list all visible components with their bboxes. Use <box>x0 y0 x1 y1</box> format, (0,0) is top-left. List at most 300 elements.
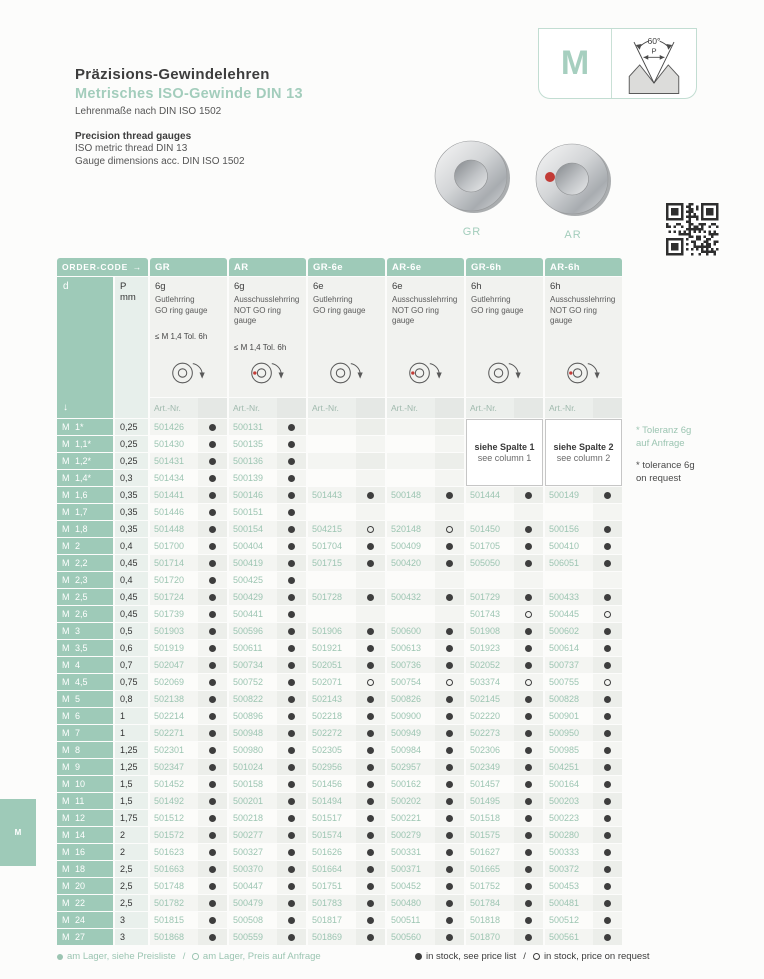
artnr-label: Art.-Nr. <box>391 403 418 413</box>
artnr-cell <box>466 776 543 792</box>
size-prefix: M <box>62 694 70 704</box>
artnr-cell <box>308 640 385 656</box>
stock-filled-dot <box>604 526 611 533</box>
artnr-value: 500613 <box>391 643 422 653</box>
pitch-value: 0,35 <box>120 490 138 500</box>
size-cell <box>57 895 113 911</box>
tolerance-note-de-1: * Toleranz 6g <box>636 425 692 436</box>
artnr-value: 500149 <box>549 490 580 500</box>
stock-cell <box>514 810 543 826</box>
artnr-cell <box>308 827 385 843</box>
stock-filled-dot <box>446 900 453 907</box>
stock-cell <box>435 861 464 877</box>
artnr-cell <box>387 793 464 809</box>
pitch-cell <box>115 708 148 724</box>
artnr-value: 500148 <box>391 490 422 500</box>
stock-cell <box>435 657 464 673</box>
stock-cell <box>356 861 385 877</box>
stock-filled-dot <box>525 849 532 856</box>
stock-cell <box>435 436 464 452</box>
pitch-value: 0,3 <box>120 473 133 483</box>
d-label: d <box>63 281 69 292</box>
artnr-cell <box>308 504 385 520</box>
stock-cell <box>514 776 543 792</box>
stock-cell <box>277 776 306 792</box>
artnr-value: 500404 <box>233 541 264 551</box>
pitch-cell <box>115 538 148 554</box>
artnr-cell <box>466 555 543 571</box>
stock-cell <box>277 538 306 554</box>
artnr-cell <box>229 878 306 894</box>
pitch-value: 0,35 <box>120 524 138 534</box>
stock-open-dot <box>446 526 453 533</box>
artnr-value: 501626 <box>312 847 343 857</box>
artnr-cell <box>308 691 385 707</box>
pitch-value: 1,75 <box>120 813 138 823</box>
notgo-ring-icon <box>563 359 607 392</box>
stock-cell <box>356 827 385 843</box>
go-ring-icon <box>484 359 528 392</box>
stock-filled-dot <box>288 424 295 431</box>
pitch-value: 0,6 <box>120 643 133 653</box>
pitch-cell <box>115 640 148 656</box>
stock-cell <box>198 708 227 724</box>
stock-cell <box>435 419 464 435</box>
stock-cell <box>198 521 227 537</box>
pitch-cell <box>115 572 148 588</box>
tolerance-class: 6g <box>234 281 245 292</box>
artnr-value: 500445 <box>549 609 580 619</box>
artnr-cell <box>387 640 464 656</box>
pitch-value: 2,5 <box>120 881 133 891</box>
stock-filled-dot <box>604 645 611 652</box>
gauge-name-de: Gutlehrring <box>313 295 353 304</box>
stock-cell <box>435 895 464 911</box>
stock-cell <box>356 555 385 571</box>
artnr-cell <box>387 912 464 928</box>
stock-filled-dot <box>209 475 216 482</box>
artnr-value: 504251 <box>549 762 580 772</box>
stock-filled-dot <box>209 713 216 720</box>
stock-cell <box>435 453 464 469</box>
stock-filled-dot <box>288 543 295 550</box>
stock-cell <box>435 555 464 571</box>
stock-filled-dot <box>604 798 611 805</box>
order-code-band <box>57 258 148 276</box>
artnr-value: 501817 <box>312 915 343 925</box>
size-prefix: M <box>62 915 70 925</box>
pitch-value: 1,25 <box>120 745 138 755</box>
pitch-cell <box>115 827 148 843</box>
stock-filled-dot <box>525 645 532 652</box>
stock-filled-dot <box>367 662 374 669</box>
tolerance-class: 6h <box>550 281 561 292</box>
artnr-cell <box>150 640 227 656</box>
size-cell <box>57 436 113 452</box>
pitch-cell <box>115 912 148 928</box>
column-note <box>392 343 461 353</box>
stock-filled-dot <box>604 866 611 873</box>
stock-filled-dot <box>525 594 532 601</box>
see-column-de: siehe Spalte 2 <box>553 442 614 452</box>
stock-filled-dot <box>209 611 216 618</box>
stock-filled-dot <box>288 526 295 533</box>
pitch-cell <box>115 793 148 809</box>
artnr-cell <box>466 895 543 911</box>
artnr-value: 502145 <box>470 694 501 704</box>
artnr-value: 500508 <box>233 915 264 925</box>
stock-filled-dot <box>288 713 295 720</box>
size-value: 6 <box>75 711 81 721</box>
stock-filled-dot <box>367 900 374 907</box>
size-prefix: M <box>62 830 70 840</box>
column-note <box>471 332 540 342</box>
artnr-value: 501664 <box>312 864 343 874</box>
stock-filled-dot <box>209 458 216 465</box>
pitch-value: 1,5 <box>120 779 133 789</box>
artnr-cell <box>308 453 385 469</box>
stock-cell <box>356 844 385 860</box>
pitch-value: 3 <box>120 932 126 942</box>
artnr-cell <box>387 725 464 741</box>
stock-filled-dot <box>209 645 216 652</box>
stock-cell <box>514 640 543 656</box>
artnr-value: 500429 <box>233 592 264 602</box>
stock-filled-dot <box>209 866 216 873</box>
stock-cell <box>198 878 227 894</box>
stock-cell <box>514 657 543 673</box>
artnr-cell <box>466 572 543 588</box>
size-value: 1,2* <box>75 456 92 466</box>
artnr-value: 502071 <box>312 677 343 687</box>
title-en: Precision thread gauges <box>75 131 192 142</box>
artnr-cell <box>466 742 543 758</box>
artnr-value: 500221 <box>391 813 422 823</box>
artnr-cell <box>545 555 622 571</box>
stock-cell <box>514 742 543 758</box>
artnr-cell <box>545 742 622 758</box>
artnr-cell <box>466 487 543 503</box>
column-note: ≤ M 1,4 Tol. 6h <box>155 332 208 341</box>
pitch-value: 0,5 <box>120 626 133 636</box>
see-column-de: siehe Spalte 1 <box>474 442 535 452</box>
stock-filled-dot <box>446 662 453 669</box>
artnr-cell <box>308 844 385 860</box>
stock-filled-dot <box>604 849 611 856</box>
stock-filled-dot <box>446 781 453 788</box>
artnr-cell <box>308 589 385 605</box>
artnr-value: 500139 <box>233 473 264 483</box>
stock-cell <box>593 521 622 537</box>
stock-cell <box>356 538 385 554</box>
stock-cell <box>356 878 385 894</box>
stock-filled-dot <box>525 900 532 907</box>
artnr-cell <box>229 793 306 809</box>
stock-filled-dot <box>446 883 453 890</box>
stock-cell <box>514 538 543 554</box>
stock-filled-dot <box>604 662 611 669</box>
order-code-label: ORDER-CODE <box>62 262 129 272</box>
artnr-value: 500561 <box>549 932 580 942</box>
artnr-cell <box>150 538 227 554</box>
size-value: 2,6 <box>75 609 88 619</box>
artnr-value: 501441 <box>154 490 185 500</box>
artnr-value: 501748 <box>154 881 185 891</box>
stock-filled-dot <box>209 628 216 635</box>
stock-filled-dot <box>525 764 532 771</box>
artnr-value: 500156 <box>549 524 580 534</box>
thread-profile-diagram-icon <box>612 29 696 98</box>
stock-cell <box>198 861 227 877</box>
size-value: 1,6 <box>75 490 88 500</box>
stock-filled-dot <box>525 560 532 567</box>
artnr-value: 501572 <box>154 830 185 840</box>
stock-filled-dot <box>367 696 374 703</box>
artnr-value: 501024 <box>233 762 264 772</box>
stock-filled-dot <box>367 730 374 737</box>
stock-cell <box>277 691 306 707</box>
thread-type-box <box>538 28 697 99</box>
artnr-value: 501700 <box>154 541 185 551</box>
stock-cell <box>593 895 622 911</box>
artnr-cell <box>308 572 385 588</box>
size-cell <box>57 674 113 690</box>
stock-cell <box>198 470 227 486</box>
stock-cell <box>514 572 543 588</box>
artnr-cell <box>308 793 385 809</box>
stock-filled-dot <box>446 543 453 550</box>
artnr-cell <box>229 453 306 469</box>
artnr-cell <box>150 810 227 826</box>
stock-filled-dot <box>209 798 216 805</box>
stock-cell <box>514 589 543 605</box>
size-prefix: M <box>62 711 70 721</box>
artnr-value: 501518 <box>470 813 501 823</box>
stock-cell <box>198 555 227 571</box>
artnr-cell <box>466 861 543 877</box>
stock-filled-dot <box>288 645 295 652</box>
stock-cell <box>356 572 385 588</box>
artnr-cell <box>545 691 622 707</box>
artnr-cell <box>308 912 385 928</box>
artnr-label-cell <box>466 398 543 418</box>
stock-cell <box>277 487 306 503</box>
size-prefix: M <box>62 439 70 449</box>
stock-filled-dot <box>604 594 611 601</box>
size-value: 3,5 <box>75 643 88 653</box>
artnr-cell <box>466 810 543 826</box>
artnr-value: 500136 <box>233 456 264 466</box>
artnr-cell <box>229 759 306 775</box>
artnr-value: 500452 <box>391 881 422 891</box>
artnr-value: 502051 <box>312 660 343 670</box>
artnr-cell <box>229 929 306 945</box>
artnr-cell <box>387 555 464 571</box>
size-cell <box>57 810 113 826</box>
size-prefix: M <box>62 490 70 500</box>
go-ring-label: GR <box>462 226 482 238</box>
stock-filled-dot <box>288 883 295 890</box>
qr-code <box>666 203 719 261</box>
artnr-value: 501517 <box>312 813 343 823</box>
artnr-value: 500409 <box>391 541 422 551</box>
artnr-value: 500512 <box>549 915 580 925</box>
stock-cell <box>198 895 227 911</box>
stock-cell <box>435 929 464 945</box>
stock-filled-dot <box>288 900 295 907</box>
stock-cell <box>514 861 543 877</box>
stock-filled-dot <box>446 696 453 703</box>
gauge-name-en: NOT GO ring gauge <box>550 305 597 325</box>
stock-cell <box>198 504 227 520</box>
stock-filled-dot <box>209 679 216 686</box>
size-prefix: M <box>62 558 70 568</box>
stock-cell <box>198 487 227 503</box>
pitch-cell <box>115 470 148 486</box>
pitch-cell <box>115 589 148 605</box>
stock-cell <box>593 504 622 520</box>
pitch-cell <box>115 436 148 452</box>
artnr-value: 502138 <box>154 694 185 704</box>
stock-filled-dot <box>288 832 295 839</box>
stock-filled-dot <box>288 934 295 941</box>
artnr-cell <box>150 759 227 775</box>
gauge-name-en: NOT GO ring gauge <box>234 305 281 325</box>
title-de: Präzisions-Gewindelehren <box>75 66 270 83</box>
stock-cell <box>593 640 622 656</box>
artnr-value: 500151 <box>233 507 264 517</box>
artnr-value: 501457 <box>470 779 501 789</box>
artnr-cell <box>387 589 464 605</box>
stock-filled-dot <box>209 543 216 550</box>
artnr-value: 500980 <box>233 745 264 755</box>
see-column-note-1 <box>466 419 543 486</box>
size-value: 1,1* <box>75 439 92 449</box>
pitch-value: 0,45 <box>120 609 138 619</box>
pitch-value: 1,5 <box>120 796 133 806</box>
red-mark-dot <box>545 172 555 182</box>
artnr-cell <box>229 555 306 571</box>
stock-cell <box>435 487 464 503</box>
pitch-value: 2 <box>120 847 126 857</box>
stock-cell <box>435 776 464 792</box>
artnr-cell <box>387 521 464 537</box>
stock-cell <box>435 589 464 605</box>
dot-column <box>277 398 306 418</box>
stock-cell <box>356 487 385 503</box>
size-cell <box>57 776 113 792</box>
pitch-cell <box>115 776 148 792</box>
stock-cell <box>593 555 622 571</box>
artnr-value: 501784 <box>470 898 501 908</box>
legend-de <box>57 951 321 962</box>
stock-filled-dot <box>604 696 611 703</box>
stock-filled-dot <box>209 900 216 907</box>
artnr-value: 500203 <box>549 796 580 806</box>
pitch-cell <box>115 606 148 622</box>
size-cell <box>57 844 113 860</box>
artnr-cell <box>308 538 385 554</box>
pitch-value: 1 <box>120 711 126 721</box>
artnr-value: 501704 <box>312 541 343 551</box>
stock-filled-dot <box>209 730 216 737</box>
tolerance-note-de-2: auf Anfrage <box>636 438 685 449</box>
artnr-cell <box>466 691 543 707</box>
pitch-cell <box>115 674 148 690</box>
artnr-cell <box>308 929 385 945</box>
size-cell <box>57 470 113 486</box>
artnr-cell <box>308 555 385 571</box>
artnr-value: 500327 <box>233 847 264 857</box>
artnr-cell <box>387 827 464 843</box>
column-note: ≤ M 1,4 Tol. 6h <box>234 342 287 352</box>
pitch-value: 1 <box>120 728 126 738</box>
stock-filled-dot <box>367 917 374 924</box>
artnr-value: 501430 <box>154 439 185 449</box>
size-value: 2,3 <box>75 575 88 585</box>
artnr-cell <box>150 504 227 520</box>
tab-letter: M <box>14 828 22 837</box>
artnr-value: 500370 <box>233 864 264 874</box>
artnr-cell <box>387 691 464 707</box>
stock-cell <box>593 810 622 826</box>
artnr-value: 502306 <box>470 745 501 755</box>
artnr-value: 500828 <box>549 694 580 704</box>
p-label: P <box>120 281 127 292</box>
artnr-cell <box>387 419 464 435</box>
artnr-cell <box>387 623 464 639</box>
artnr-cell <box>387 708 464 724</box>
stock-filled-dot <box>604 900 611 907</box>
artnr-cell <box>466 759 543 775</box>
stock-filled-dot <box>288 747 295 754</box>
artnr-cell <box>466 504 543 520</box>
artnr-value: 502349 <box>470 762 501 772</box>
dot-column <box>593 398 622 418</box>
artnr-value: 501739 <box>154 609 185 619</box>
stock-cell <box>198 453 227 469</box>
stock-cell <box>435 691 464 707</box>
size-prefix: M <box>62 796 70 806</box>
stock-cell <box>514 895 543 911</box>
size-prefix: M <box>62 643 70 653</box>
stock-filled-dot <box>525 832 532 839</box>
artnr-value: 501815 <box>154 915 185 925</box>
column-code: GR <box>155 261 171 273</box>
artnr-cell <box>150 606 227 622</box>
artnr-value: 500614 <box>549 643 580 653</box>
artnr-cell <box>545 640 622 656</box>
artnr-cell <box>387 929 464 945</box>
stock-cell <box>356 436 385 452</box>
stock-filled-dot <box>288 815 295 822</box>
artnr-value: 501919 <box>154 643 185 653</box>
artnr-cell <box>387 844 464 860</box>
size-prefix: M <box>62 762 70 772</box>
gauge-name-en: GO ring gauge <box>313 305 366 315</box>
stock-filled-dot <box>288 798 295 805</box>
stock-cell <box>198 623 227 639</box>
diameter-header <box>57 277 113 418</box>
stock-filled-dot <box>288 441 295 448</box>
size-cell <box>57 589 113 605</box>
gauge-name-en: GO ring gauge <box>155 305 208 315</box>
size-prefix: M <box>62 541 70 551</box>
artnr-value: 501782 <box>154 898 185 908</box>
size-prefix: M <box>62 524 70 534</box>
stock-cell <box>435 742 464 758</box>
stock-cell <box>514 521 543 537</box>
